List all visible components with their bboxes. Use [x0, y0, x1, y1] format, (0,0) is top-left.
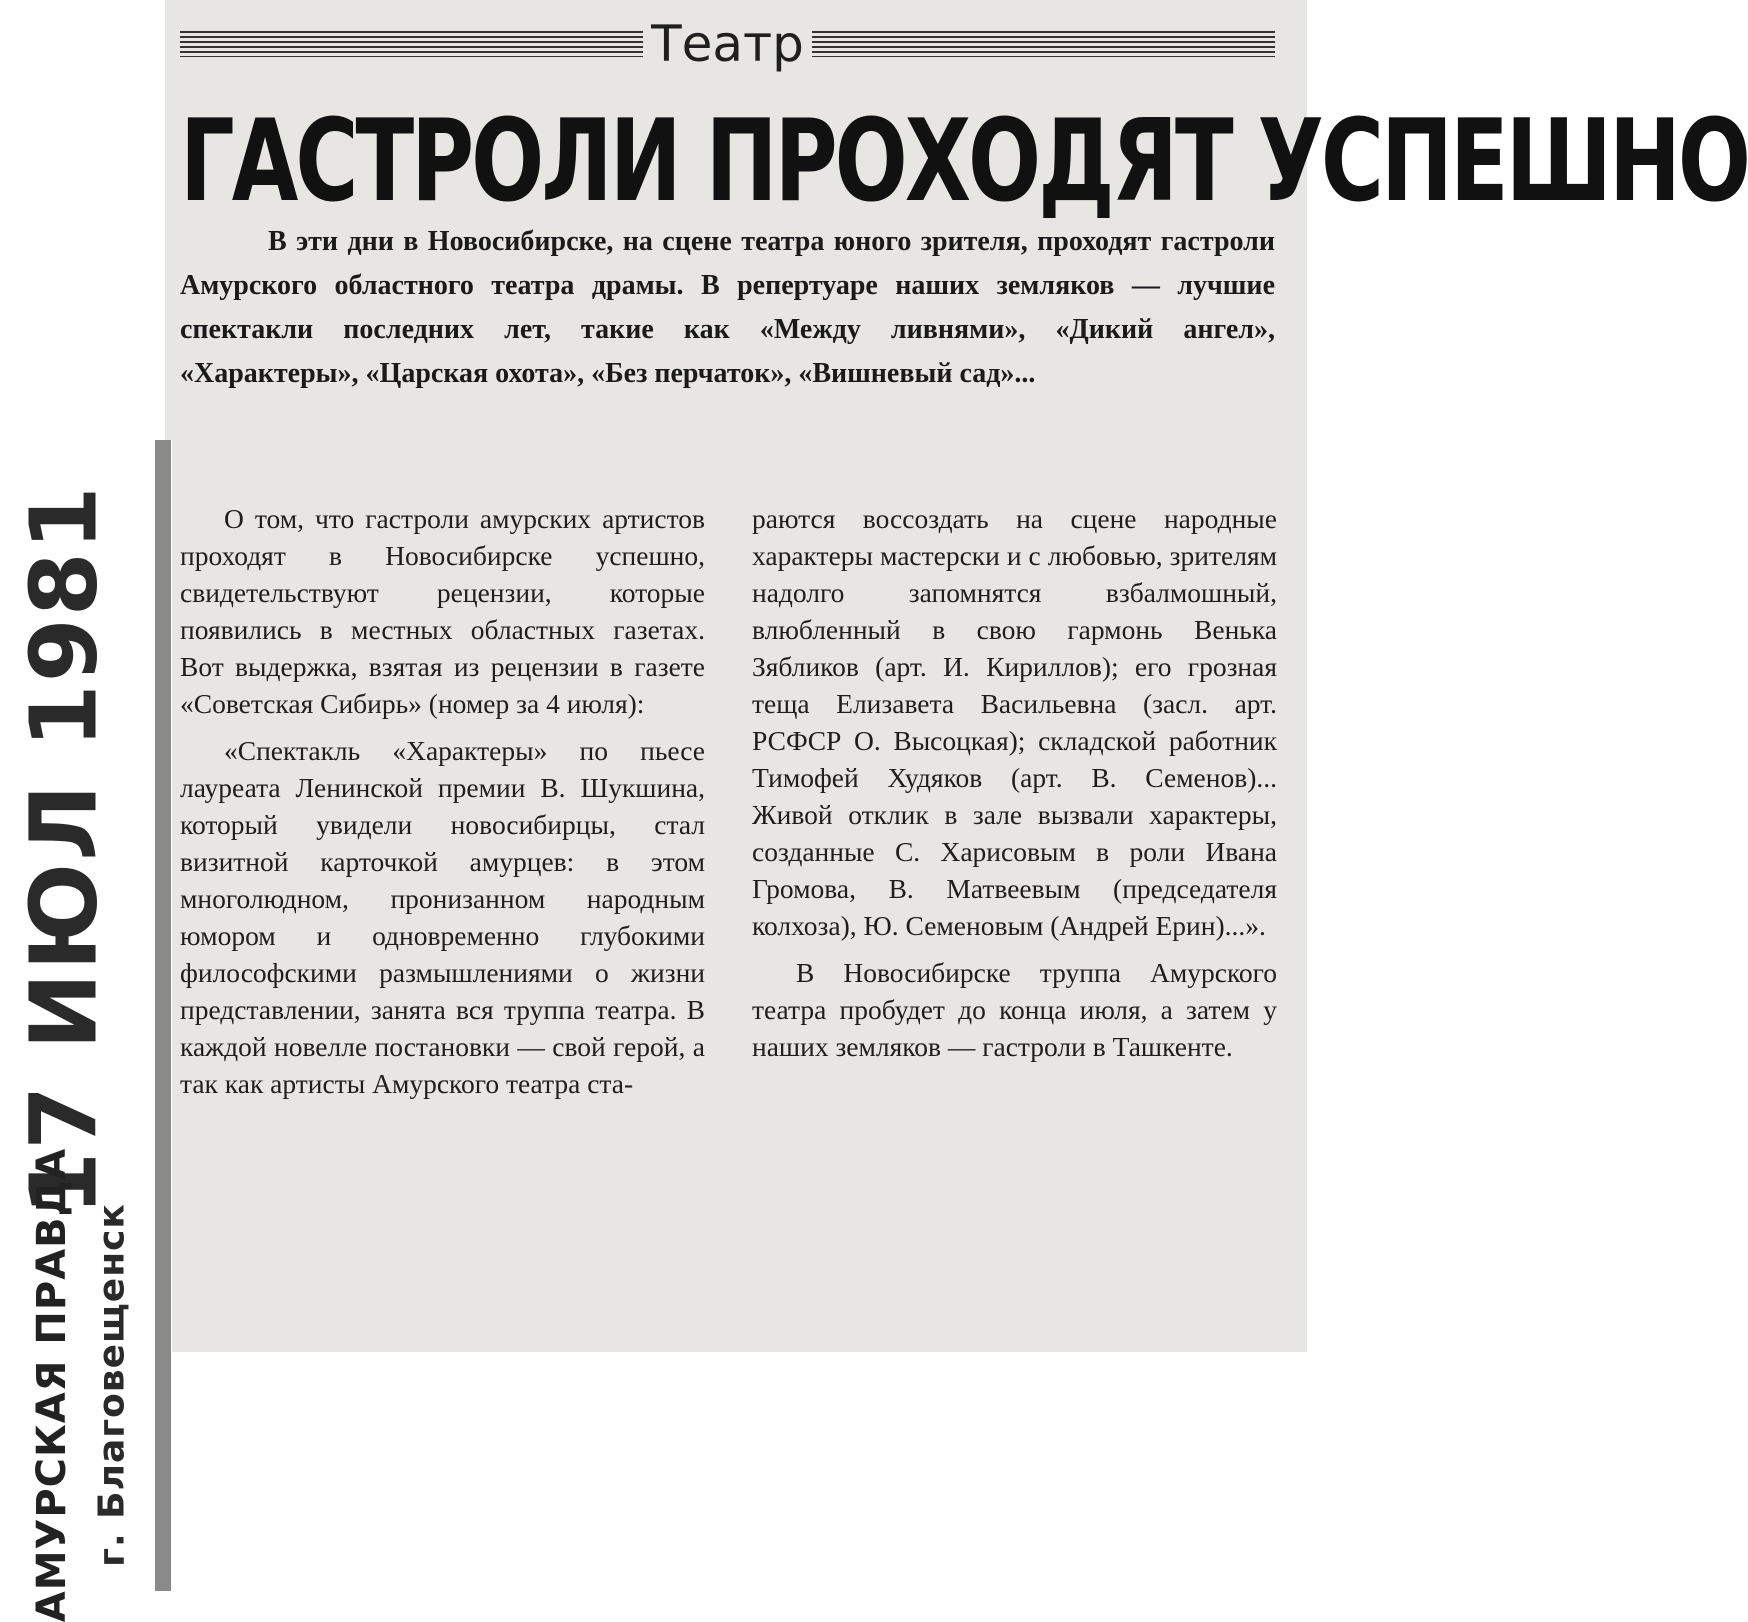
headline: ГАСТРОЛИ ПРОХОДЯТ УСПЕШНО — [180, 95, 1748, 228]
city-name: г. Благовещенск — [91, 1203, 133, 1567]
clipping-edge-shadow — [155, 440, 171, 1591]
rubric-rule-left — [180, 31, 643, 57]
rubric-header — [180, 12, 1275, 76]
paragraph: В Новосибирске труппа Амурского театра пробудет до конца июля, а затем у наших земляков — гастроли в Ташкенте. — [752, 957, 1277, 1062]
paragraph: раются воссоздать на сцене народные характеры мастерски и с любовью, зрителям надолго запомнятся взбалмошный, влюбленный в свою гармонь Венька Зябликов (арт. И. Кириллов); его грозная теща Елизавета Васильевна (засл. арт. РСФСР О. Высоцкая); складской работник Тимофей Худяков (арт. В. Семенов)... Живой отклик в зале вызвали характеры, созданные С. Харисовым в роли Ивана Громова, В. Матвеевым (председателя колхоза), Ю. Семеновым (Андрей Ерин)...». — [752, 503, 1277, 941]
newspaper-name: АМУРСКАЯ ПРАВДА — [29, 1147, 75, 1622]
date-stamp-text: 17 ИЮЛ 1981 — [10, 484, 118, 1216]
rubric-title: Театр — [651, 15, 804, 73]
article-column-left — [180, 500, 705, 1102]
lead-paragraph: В эти дни в Новосибирске, на сцене театра юного зрителя, проходят гастроли Амурского областного театра драмы. В репертуаре наших земляков — лучшие спектакли последних лет, такие как «Между ливнями», «Дикий ангел», «Характеры», «Царская охота», «Без перчаток», «Вишневый сад»... — [180, 226, 1275, 389]
rubric-rule-right — [812, 31, 1275, 57]
paragraph: О том, что гастроли амурских артистов проходят в Новосибирске успешно, свидетельствуют рецензии, которые появились в местных областных газетах. Вот выдержка, взятая из рецензии в газете «Советская Сибирь» (номер за 4 июля): — [180, 503, 705, 719]
paragraph: «Спектакль «Характеры» по пьесе лауреата Ленинской премии В. Шукшина, который увидели новосибирцы, стал визитной карточкой амурцев: в этом многолюдном, пронизанном народным юмором и одновременно глубокими философскими размышлениями о жизни представлении, занята вся труппа театра. В каждой новелле постановки — свой герой, а так как артисты Амурского театра ста- — [180, 735, 705, 1099]
article-column-right — [752, 500, 1277, 1065]
